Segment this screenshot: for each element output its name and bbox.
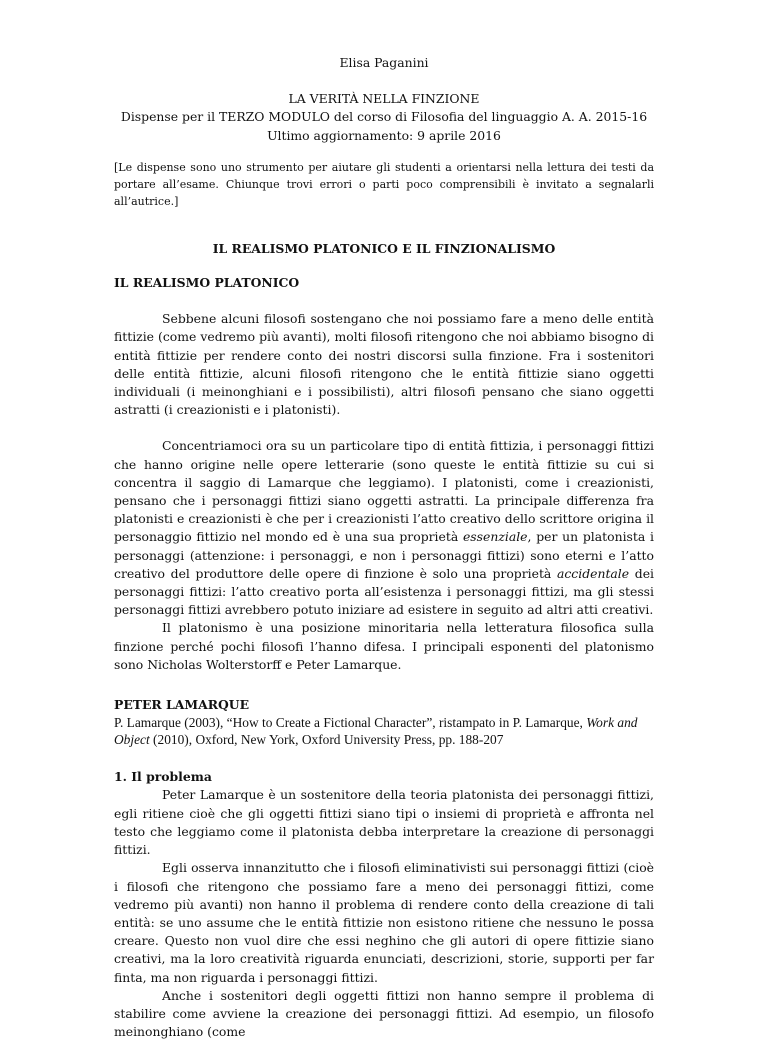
disclaimer-note: [Le dispense sono uno strumento per aiutare gli studenti a orientarsi nella lettura dei testi da portare all’esame. Chiunque trovi errori o parti poco comprensibili è invitato a segnalarli all’autrice.] (114, 160, 654, 208)
reference-book-title: Work and Object (114, 715, 638, 748)
section-heading-problema: 1. Il problema (114, 769, 212, 785)
reference-part-a: P. Lamarque (2003), “How to Create a Fictional Character”, ristampato in P. Lamarque, (114, 715, 587, 731)
emphasis-essenziale: essenziale (462, 529, 528, 545)
bibliographic-reference (114, 714, 654, 748)
paragraph-2 (114, 437, 654, 619)
emphasis-accidentale: accidentale (556, 565, 630, 581)
document-page (114, 0, 654, 1041)
paragraph-5: Egli osserva innanzitutto che i filosofi eliminativisti sui personaggi fittizi (cioè i filosofi che ritengono che possiamo fare a meno dei personaggi fittizi, come vedremo più avanti) non hanno il problema di rendere conto della creazione di tali entità: se uno assume che le entità fittizie non esistono ritiene che nessuno le possa creare. Questo non vuol dire che essi neghino che gli autori di opere fittizie siano creativi, ma la loro creatività riguarda enunciati, descrizioni, storie, supporti per far finta, ma non riguarda i personaggi fittizi. (114, 860, 654, 985)
title-block (114, 90, 654, 145)
document-subtitle: Dispense per il TERZO MODULO del corso di Filosofia del linguaggio A. A. 2015-16 (120, 109, 648, 125)
reference-part-b: (2010), Oxford, New York, Oxford University Press, pp. 188-207 (149, 732, 504, 748)
document-title: LA VERITÀ NELLA FINZIONE (288, 91, 480, 107)
paragraph-2-part-c: dei personaggi fittizi: l’atto creativo porta all’esistenza i personaggi fittizi, ma gli stessi personaggi fittizi avrebbero potuto iniziare ad esistere in seguito ad altri atti creativi. (114, 565, 654, 618)
section-heading-realismo: IL REALISMO PLATONICO (114, 275, 300, 291)
paragraph-2-part-a: Concentriamoci ora su un particolare tipo di entità fittizia, i personaggi fittizi che hanno origine nelle opere letterarie (sono queste le entità fittizie su cui si concentra il saggio di Lamarque che leggiamo). I platonisti, come i creazionisti, pensano che i personaggi fittizi siano oggetti astratti. La principale differenza fra platonisti e creazionisti è che per i creazionisti l’atto creativo dello scrittore origina il personaggio fittizio nel mondo ed è una sua proprietà (114, 438, 654, 545)
paragraph-3: Il platonismo è una posizione minoritaria nella letteratura filosofica sulla finzione perché pochi filosofi l’hanno difesa. I principali esponenti del platonismo sono Nicholas Wolterstorff e Peter Lamarque. (114, 620, 654, 672)
last-updated: Ultimo aggiornamento: 9 aprile 2016 (267, 127, 501, 143)
author-name: Elisa Paganini (339, 55, 429, 70)
paragraph-2-part-b: , per un platonista i personaggi (attenzione: i personaggi, e non i personaggi fittizi) sono eterni e l’atto creativo del produttore delle opere di finzione è solo una proprietà (114, 529, 654, 581)
paragraph-4: Peter Lamarque è un sostenitore della teoria platonista dei personaggi fittizi, egli ritiene cioè che gli oggetti fittizi siano tipi o insiemi di proprietà e affronta nel testo che leggiamo come il platonista debba interpretare la creazione di personaggi fittizi. (114, 787, 654, 858)
main-heading: IL REALISMO PLATONICO E IL FINZIONALISMO (212, 240, 556, 256)
paragraph-6: Anche i sostenitori degli oggetti fittizi non hanno sempre il problema di stabilire come avviene la creazione dei personaggi fittizi. Ad esempio, un filosofo meinonghiano (come (114, 987, 654, 1040)
section-heading-lamarque: PETER LAMARQUE (114, 697, 250, 713)
paragraph-1: Sebbene alcuni filosofi sostengano che noi possiamo fare a meno delle entità fittizie (come vedremo più avanti), molti filosofi ritengono che noi abbiamo bisogno di entità fittizie per rendere conto dei nostri discorsi sulla finzione. Fra i sostenitori delle entità fittizie, alcuni filosofi ritengono che le entità fittizie siano oggetti individuali (i meinonghiani e i possibilisti), altri filosofi pensano che siano oggetti astratti (i creazionisti e i platonisti). (114, 311, 654, 418)
